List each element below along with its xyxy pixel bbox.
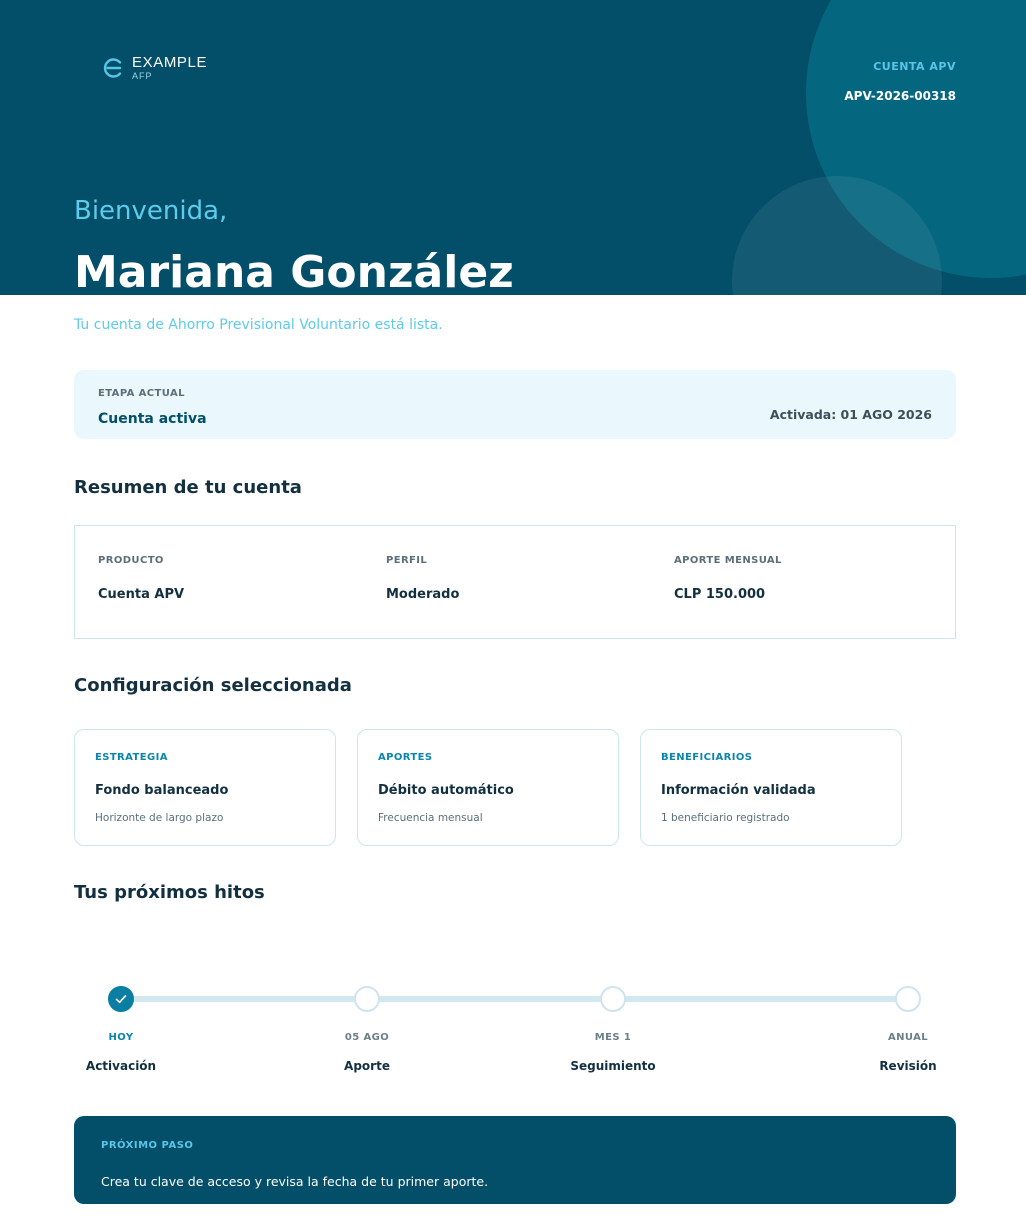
summary-item-profile — [386, 555, 459, 602]
summary-item-monthly-contribution — [674, 555, 782, 602]
milestone-date: 05 AGO — [344, 1032, 390, 1043]
summary-item-value: Moderado — [386, 587, 460, 602]
milestone-date: ANUAL — [887, 1032, 929, 1043]
account-id: APV-2026-00318 — [844, 89, 956, 103]
milestone-marker — [895, 986, 921, 1012]
card-title: Fondo balanceado — [95, 783, 229, 798]
next-step-text: Crea tu clave de acceso y revisa la fecha de tu primer aporte. — [101, 1174, 489, 1189]
config-card-strategy[interactable] — [74, 729, 336, 846]
greeting-text: Bienvenida, — [74, 196, 228, 226]
config-card-beneficiaries[interactable] — [640, 729, 902, 846]
card-label: ESTRATEGIA — [95, 752, 168, 763]
account-summary — [74, 525, 956, 639]
next-step-panel — [74, 1116, 956, 1204]
card-title: Información validada — [661, 783, 816, 798]
stage-label: ETAPA ACTUAL — [98, 388, 185, 399]
stage-value: Cuenta activa — [98, 411, 207, 427]
card-description: Horizonte de largo plazo — [95, 812, 224, 824]
milestone-date: HOY — [108, 1032, 134, 1043]
hero-header — [0, 0, 1026, 295]
welcome-subtitle: Tu cuenta de Ahorro Previsional Voluntario está lista. — [74, 317, 443, 333]
next-step-label: PRÓXIMO PASO — [101, 1140, 194, 1151]
brand-logo[interactable] — [100, 55, 207, 81]
summary-item-value: Cuenta APV — [98, 587, 185, 602]
milestone-name: Seguimiento — [570, 1059, 656, 1073]
brand-subtitle: AFP — [132, 71, 153, 81]
card-title: Débito automático — [378, 783, 514, 798]
milestones-title: Tus próximos hitos — [74, 882, 265, 903]
account-type-label: CUENTA APV — [873, 60, 956, 73]
user-name: Mariana González — [74, 247, 514, 295]
config-title: Configuración seleccionada — [74, 675, 352, 696]
summary-item-label: APORTE MENSUAL — [674, 555, 782, 566]
afp-logo-icon — [100, 56, 124, 80]
milestone-name: Activación — [85, 1059, 157, 1073]
summary-item-product — [98, 555, 184, 602]
milestone-marker — [354, 986, 380, 1012]
summary-title: Resumen de tu cuenta — [74, 477, 302, 498]
milestones-timeline — [0, 960, 1026, 1090]
milestone-name: Revisión — [879, 1059, 937, 1073]
timeline-track — [121, 996, 908, 1002]
milestone-date: MES 1 — [594, 1032, 632, 1043]
activation-date: Activada: 01 AGO 2026 — [769, 407, 932, 422]
card-label: APORTES — [378, 752, 433, 763]
current-stage-banner — [74, 370, 956, 439]
brand-name: EXAMPLE — [132, 54, 208, 71]
card-label: BENEFICIARIOS — [661, 752, 753, 763]
check-icon — [115, 993, 127, 1005]
config-card-contributions[interactable] — [357, 729, 619, 846]
milestone-marker — [600, 986, 626, 1012]
milestone-marker-completed — [108, 986, 134, 1012]
card-description: Frecuencia mensual — [378, 812, 483, 824]
summary-item-label: PRODUCTO — [98, 555, 164, 566]
milestone-name: Aporte — [344, 1059, 390, 1073]
summary-item-label: PERFIL — [386, 555, 428, 566]
summary-item-value: CLP 150.000 — [674, 587, 766, 602]
card-description: 1 beneficiario registrado — [661, 812, 790, 824]
